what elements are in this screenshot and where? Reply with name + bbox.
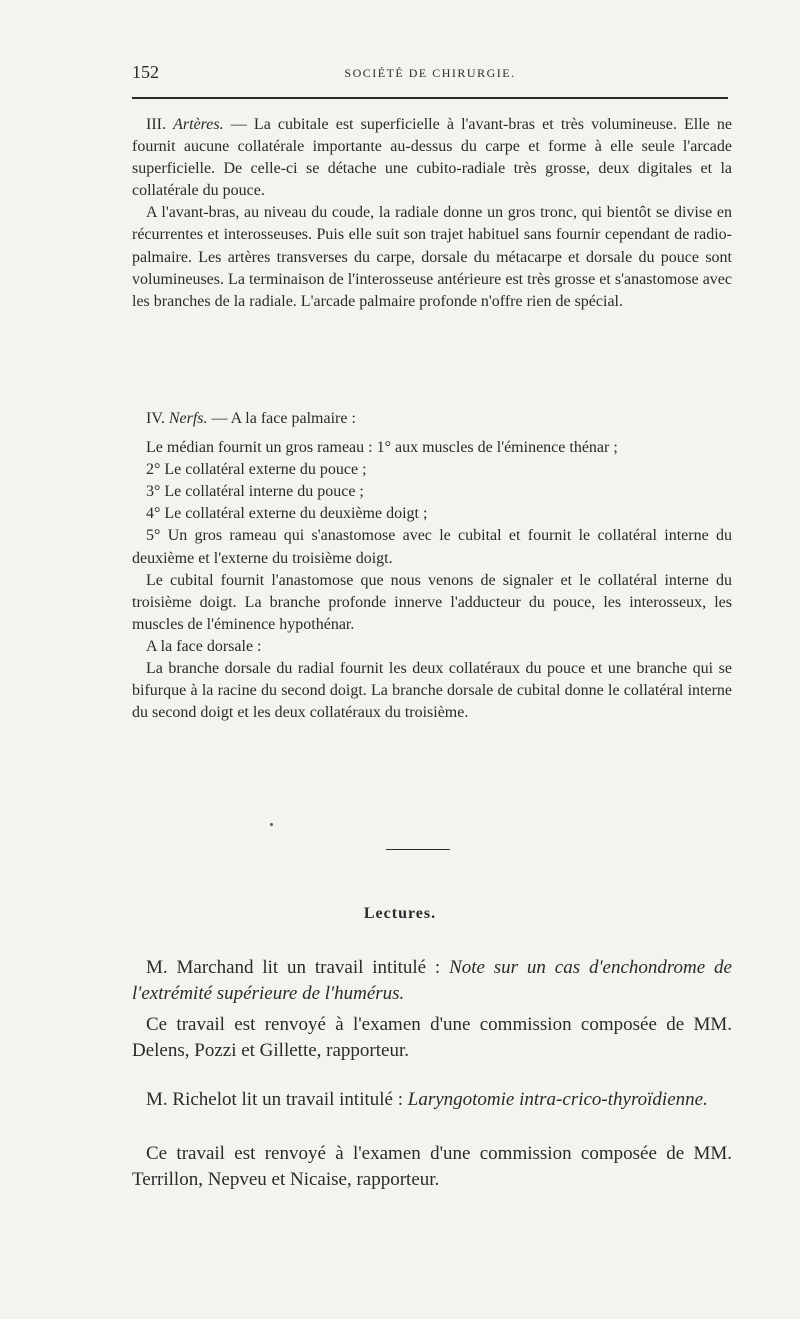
marchand-work-title: Note sur un cas d'enchondrome de l'extrémité supérieure de l'humérus. bbox=[132, 957, 732, 1004]
arteres-paragraph-2: A l'avant-bras, au niveau du coude, la radiale donne un gros tronc, qui bientôt se divise en récurrentes et interosseuses. Puis elle suit son trajet habituel sans fournir cependant de radio-palmaire. Les artères transverses du carpe, dorsale du métacarpe et dorsale du pouce sont volumineuses. La terminaison de l'interosseuse antérieure est très grosse et s'anastomose avec les branches de la radiale. L'arcade palmaire profonde n'offre rien de spécial. bbox=[132, 204, 732, 310]
nerfs-median: Le médian fournit un gros rameau : 1° aux muscles de l'éminence thénar ; bbox=[146, 439, 618, 457]
nerfs-heading: IV. Nerfs. bbox=[146, 410, 208, 427]
lecture-richelot-renvoi bbox=[132, 1141, 732, 1193]
lecture-marchand-renvoi bbox=[132, 1012, 732, 1064]
section-arteres bbox=[132, 114, 732, 313]
nerfs-item-4: 4° Le collatéral externe du deuxième doigt ; bbox=[146, 505, 428, 523]
nerfs-cubital: Le cubital fournit l'anastomose que nous venons de signaler et le collatéral interne du troisième doigt. La branche profonde innerve l'adducteur du pouce, les interosseux, les muscles de l'éminence hypothénar. bbox=[132, 571, 732, 633]
page-header bbox=[132, 62, 728, 92]
richelot-intro: M. Richelot lit un travail intitulé : bbox=[146, 1089, 408, 1110]
header-rule bbox=[132, 97, 728, 99]
nerfs-item-2: 2° Le collatéral externe du pouce ; bbox=[146, 461, 367, 479]
section-separator bbox=[386, 849, 450, 850]
nerfs-item-5: 5° Un gros rameau qui s'anastomose avec le cubital et fournit le collatéral interne du deuxième et l'externe du troisième doigt. bbox=[132, 527, 732, 567]
richelot-renvoi: Ce travail est renvoyé à l'examen d'une commission composée de MM. Terrillon, Nepveu et Nicaise, rapporteur. bbox=[132, 1143, 732, 1190]
speck bbox=[270, 823, 273, 826]
running-title: SOCIÉTÉ DE CHIRURGIE. bbox=[344, 66, 516, 80]
nerfs-item-3: 3° Le collatéral interne du pouce ; bbox=[146, 483, 364, 501]
page-number: 152 bbox=[132, 62, 159, 82]
nerfs-heading-line: IV. Nerfs. — A la face palmaire : bbox=[146, 410, 356, 427]
arteres-paragraph-1: III. Artères. — La cubitale est superficielle à l'avant-bras et très volumineuse. Elle ne fournit aucune collatérale importante au-dessus du carpe et forme à elle seule l'arcade superficielle. De celle-ci se détache une cubito-radiale très grosse, deux digitales et la collatérale du pouce. bbox=[132, 116, 733, 200]
lecture-marchand bbox=[132, 955, 732, 1007]
richelot-work-title: Laryngotomie intra-crico-thyroïdienne. bbox=[407, 1089, 708, 1110]
marchand-renvoi: Ce travail est renvoyé à l'examen d'une commission composée de MM. Delens, Pozzi et Gillette, rapporteur. bbox=[132, 1014, 732, 1061]
nerfs-dorsal-heading: A la face dorsale : bbox=[146, 637, 262, 655]
lectures-title: Lectures. bbox=[363, 905, 437, 922]
section-nerfs bbox=[132, 408, 732, 724]
lecture-richelot bbox=[132, 1087, 732, 1113]
marchand-intro: M. Marchand lit un travail intitulé : bbox=[146, 957, 450, 978]
arteres-heading: III. Artères. bbox=[146, 116, 224, 133]
nerfs-dorsal: La branche dorsale du radial fournit les deux collatéraux du pouce et une branche qui se bifurque à la racine du second doigt. La branche dorsale de cubital donne le collatéral interne du second doigt et les deux collatéraux du troisième. bbox=[132, 660, 732, 722]
